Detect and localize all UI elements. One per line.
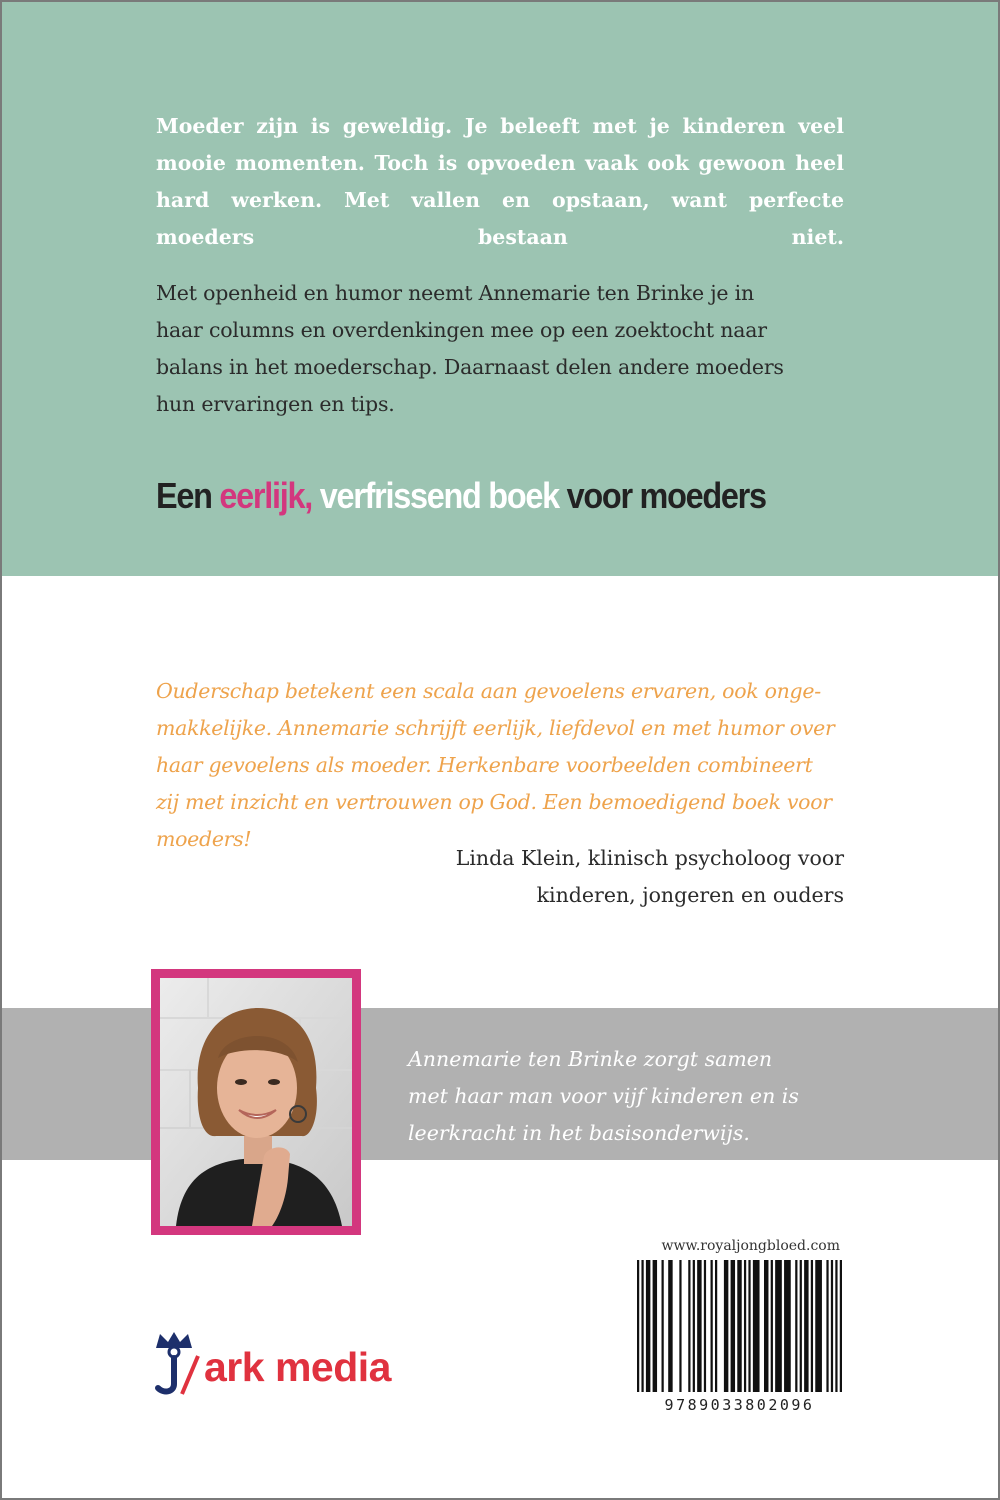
barcode-bar xyxy=(753,1260,760,1392)
description-paragraph: Met openheid en humor neemt Annemarie ten Brinke je in haar columns en overdenkingen mee op een zoektocht naar balans in het moederschap. Daarnaast delen andere moeders hun ervaringen en tips. xyxy=(156,281,784,416)
barcode-bar xyxy=(688,1260,690,1392)
barcode-bar xyxy=(693,1260,695,1392)
barcode-bar xyxy=(835,1260,837,1392)
tagline-part-eerlijk: eerlijk, xyxy=(219,475,312,516)
barcode-bar xyxy=(737,1260,741,1392)
barcode-bar xyxy=(826,1260,828,1392)
barcode-bar xyxy=(637,1260,639,1392)
tagline xyxy=(156,468,804,524)
barcode-bar xyxy=(748,1260,750,1392)
barcode-bar xyxy=(715,1260,717,1392)
barcode-bar xyxy=(653,1260,657,1392)
barcode-bar xyxy=(704,1260,706,1392)
barcode-bar xyxy=(662,1260,664,1392)
barcode-bar xyxy=(668,1260,672,1392)
publisher-name: ark media xyxy=(204,1344,391,1390)
barcode-bar xyxy=(775,1260,782,1392)
isbn-number: 9789033802096 xyxy=(664,1396,815,1414)
tagline-part-verfrissend: verfrissend boek xyxy=(311,475,559,516)
barcode-bar xyxy=(815,1260,822,1392)
barcode-bar xyxy=(811,1260,813,1392)
intro-paragraph: Moeder zijn is geweldig. Je beleeft met je kinderen veel mooie momenten. Toch is opvoeden vaak ook gewoon heel hard werken. Met vallen en opstaan, want perfecte moeders bestaan niet. xyxy=(156,114,844,249)
tagline-part-een: Een xyxy=(156,475,220,516)
author-photo xyxy=(151,969,361,1235)
author-bio: Annemarie ten Brinke zorgt samen met haar man voor vijf kinderen en is leerkracht in het basisonderwijs. xyxy=(408,1047,799,1145)
tagline-part-moeders: voor moeders xyxy=(558,475,766,516)
barcode-bar xyxy=(800,1260,802,1392)
isbn-barcode xyxy=(637,1260,842,1415)
barcode-bars xyxy=(637,1260,842,1392)
publisher-website[interactable]: www.royaljongbloed.com xyxy=(661,1238,840,1254)
publisher-logo xyxy=(152,1330,452,1400)
barcode-bar xyxy=(711,1260,713,1392)
barcode-bar xyxy=(744,1260,746,1392)
barcode-bar xyxy=(831,1260,833,1392)
barcode-bar xyxy=(724,1260,728,1392)
barcode-bar xyxy=(795,1260,797,1392)
barcode-bar xyxy=(697,1260,701,1392)
barcode-bar xyxy=(679,1260,681,1392)
barcode-bar xyxy=(840,1260,842,1392)
endorsement-quote: Ouderschap betekent een scala aan gevoelens ervaren, ook onge- makkelijke. Annemarie schrijft eerlijk, liefdevol en met humor over haar gevoelens als moeder. Herkenbare voorbeelden combineert zij met inzicht en vertrouwen op God. Een bemoedigend boek voor moeders! xyxy=(156,679,835,851)
barcode-bar xyxy=(731,1260,735,1392)
author-portrait-illustration xyxy=(160,978,352,1226)
barcode-bar xyxy=(641,1260,643,1392)
barcode-bar xyxy=(764,1260,768,1392)
barcode-bar xyxy=(771,1260,773,1392)
crown-j-icon xyxy=(152,1330,200,1396)
endorsement-attribution: Linda Klein, klinisch psycholoog voor kinderen, jongeren en ouders xyxy=(455,846,844,907)
barcode-bar xyxy=(804,1260,808,1392)
barcode-bar xyxy=(784,1260,791,1392)
barcode-bar xyxy=(646,1260,650,1392)
